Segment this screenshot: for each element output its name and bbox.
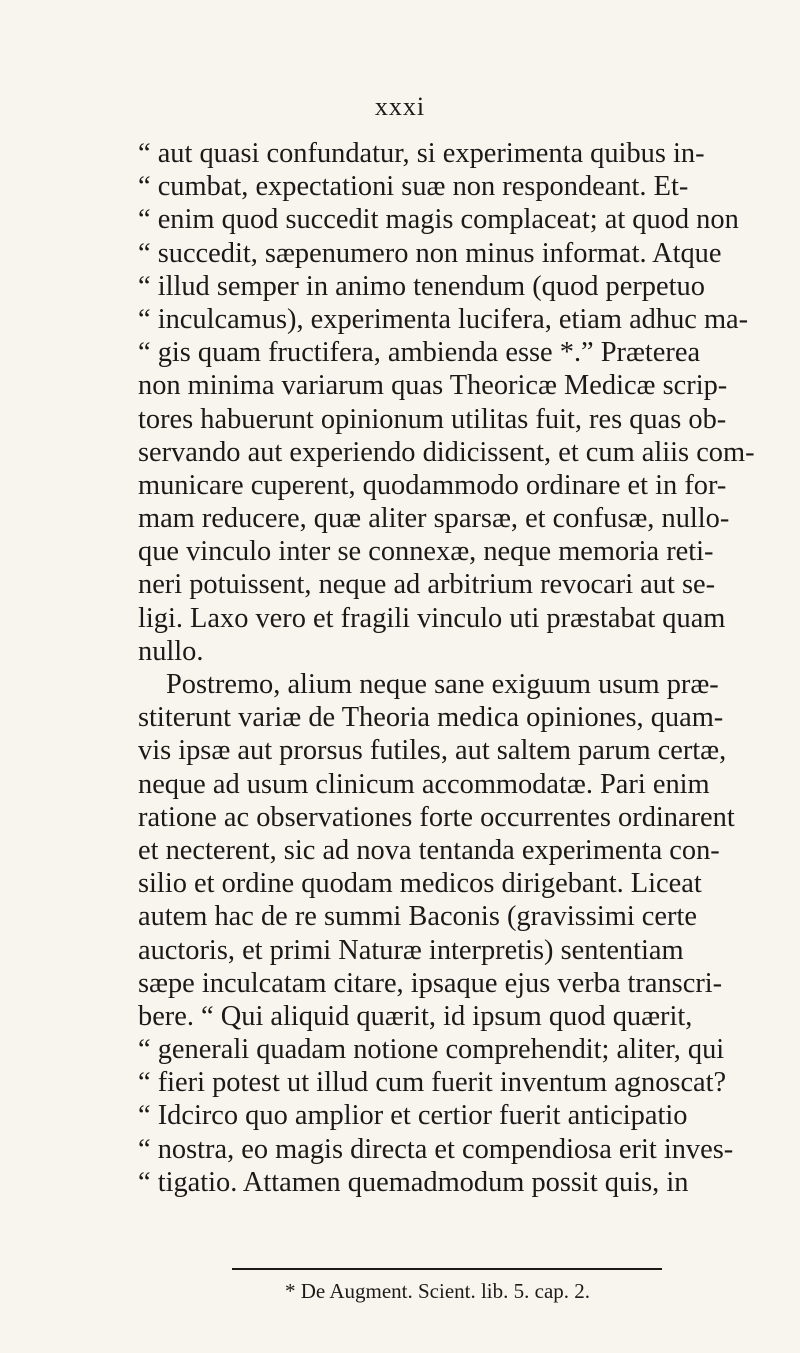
text-line: “ fieri potest ut illud cum fuerit inventum agnoscat? — [138, 1067, 727, 1099]
text-line: servando aut experiendo didicissent, et cum aliis com- — [138, 436, 755, 468]
text-line: que vinculo inter se connexæ, neque memoria reti- — [138, 536, 714, 568]
paragraph-start-line: Postremo, alium neque sane exiguum usum præ- — [166, 669, 719, 700]
text-line: ratione ac observationes forte occurrentes ordinarent — [138, 801, 735, 833]
text-line: “ aut quasi confundatur, si experimenta quibus in- — [138, 138, 705, 169]
text-line: “ enim quod succedit magis complaceat; at quod non — [138, 204, 739, 236]
text-line: “ succedit, sæpenumero non minus informat. Atque — [138, 237, 722, 269]
text-line: “ gis quam fructifera, ambienda esse *.” Præterea — [138, 337, 701, 369]
text-line: neque ad usum clinicum accommodatæ. Pari enim — [138, 768, 710, 800]
text-line: “ generali quadam notione comprehendit; aliter, qui — [138, 1034, 725, 1066]
text-line: nullo. — [138, 635, 204, 667]
footnote-divider — [232, 1268, 662, 1270]
footnote: * De Augment. Scient. lib. 5. cap. 2. — [285, 1279, 591, 1303]
text-line: “ nostra, eo magis directa et compendiosa erit inves- — [138, 1133, 734, 1165]
text-line: vis ipsæ aut prorsus futiles, aut saltem parum certæ, — [138, 735, 727, 767]
text-line: non minima variarum quas Theoricæ Medicæ scrip- — [138, 370, 728, 402]
text-line: neri potuissent, neque ad arbitrium revocari aut se- — [138, 569, 716, 601]
page-number: xxxi — [374, 92, 426, 121]
text-line: bere. “ Qui aliquid quærit, id ipsum quod quærit, — [138, 1000, 693, 1032]
text-line: stiterunt variæ de Theoria medica opiniones, quam- — [138, 702, 724, 734]
text-line: tores habuerunt opinionum utilitas fuit, res quas ob- — [138, 403, 727, 435]
text-line: “ tigatio. Attamen quemadmodum possit quis, in — [138, 1166, 689, 1198]
text-line: autem hac de re summi Baconis (gravissimi certe — [138, 901, 697, 933]
text-line: “ cumbat, expectationi suæ non respondeant. Et- — [138, 171, 689, 203]
text-line: ligi. Laxo vero et fragili vinculo uti præstabat quam — [138, 602, 726, 634]
text-line: sæpe inculcatam citare, ipsaque ejus verba transcri- — [138, 967, 723, 999]
text-line: municare cuperent, quodammodo ordinare et in for- — [138, 469, 727, 501]
text-line: et necterent, sic ad nova tentanda experimenta con- — [138, 834, 720, 866]
text-line: silio et ordine quodam medicos dirigebant. Liceat — [138, 868, 702, 900]
text-line: “ inculcamus), experimenta lucifera, etiam adhuc ma- — [138, 303, 749, 335]
text-line: “ Idcirco quo amplior et certior fuerit anticipatio — [138, 1100, 688, 1132]
body-text — [138, 137, 755, 1199]
text-line: mam reducere, quæ aliter sparsæ, et confusæ, nullo- — [138, 503, 730, 535]
text-line: auctoris, et primi Naturæ interpretis) sententiam — [138, 934, 684, 966]
text-line: “ illud semper in animo tenendum (quod perpetuo — [138, 270, 705, 302]
